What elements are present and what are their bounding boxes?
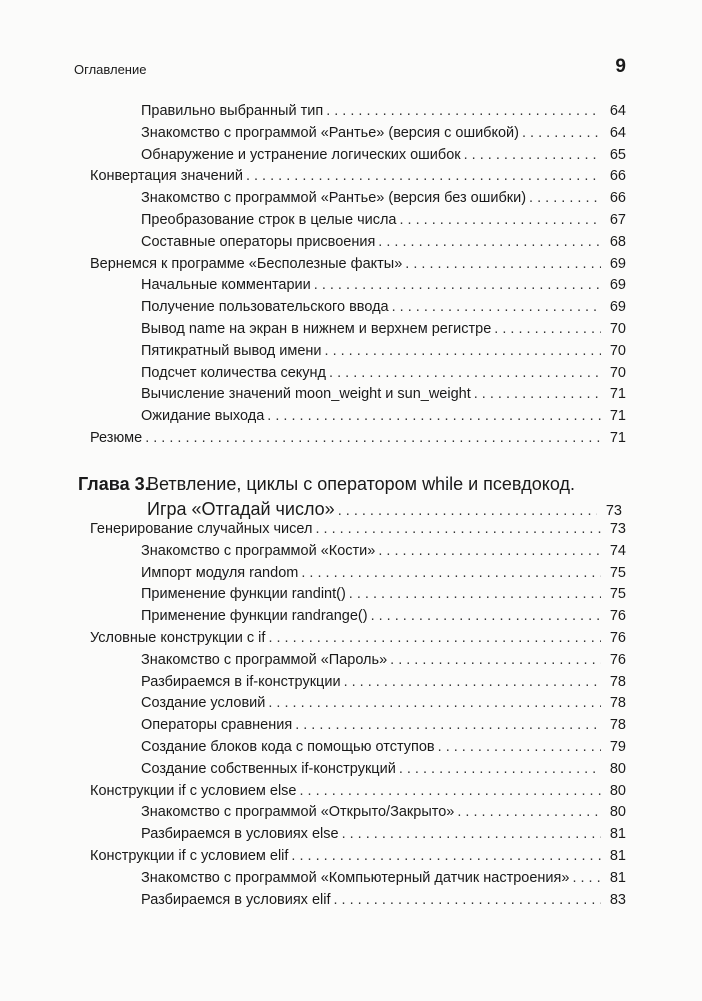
toc-entry: [141, 384, 626, 404]
toc-entry-page: 81: [609, 848, 626, 864]
chapter-title-line2: Игра «Отгадай число»: [147, 499, 335, 519]
dot-leader: [268, 693, 601, 713]
dot-leader: [378, 232, 601, 252]
toc-entry: [141, 824, 626, 844]
toc-entry-title: Конвертация значений: [90, 168, 243, 185]
toc-entry: [141, 363, 626, 383]
toc-entry-title: Вернемся к программе «Бесполезные факты»: [90, 255, 403, 272]
page-number: 9: [615, 56, 626, 77]
toc-entry-page: 78: [609, 717, 626, 734]
dot-leader: [438, 737, 601, 757]
toc-entry-title: Знакомство с программой «Пароль»: [141, 651, 388, 668]
toc-entry: [90, 254, 626, 274]
dot-leader: [474, 384, 601, 404]
toc-entry-page: 70: [609, 364, 626, 381]
dot-leader: [390, 650, 601, 670]
toc-entry-page: 66: [609, 190, 626, 207]
toc-entry-title: Конструкции if с условием else: [90, 782, 297, 799]
toc-entry-title: Знакомство с программой «Рантье» (версия без ошибки): [141, 190, 527, 207]
toc-entry-page: 71: [609, 408, 626, 425]
toc-entry-page: 66: [609, 168, 626, 185]
toc-entry-title: Создание собственных if-конструкций: [141, 760, 396, 777]
toc-entry-page: 75: [609, 586, 626, 603]
toc-entry-page: 75: [609, 564, 626, 581]
toc-entry-page: 83: [609, 891, 626, 908]
toc-entry-page: 69: [609, 299, 626, 316]
toc-entry-page: 71: [609, 430, 626, 446]
page-header: [0, 0, 702, 90]
toc-entry-title: Ожидание выхода: [141, 408, 265, 425]
dot-leader: [399, 759, 601, 779]
toc-entry-page: 80: [609, 782, 626, 799]
toc-entry: [90, 166, 626, 186]
dot-leader: [268, 628, 601, 648]
toc-entry-title: Конструкции if с условием elif: [90, 848, 289, 864]
toc-entry-title: Знакомство с программой «Рантье» (версия с ошибкой): [141, 124, 519, 141]
dot-leader: [464, 145, 601, 165]
dot-leader: [338, 503, 597, 519]
toc-entry-title: Знакомство с программой «Кости»: [141, 542, 376, 559]
toc-entry-title: Преобразование строк в целые числа: [141, 212, 397, 228]
toc-entry: [141, 802, 626, 822]
chapter-page: 73: [605, 503, 622, 519]
toc-entry: [90, 628, 626, 648]
toc-entry-title: Составные операторы присвоения: [141, 233, 376, 250]
toc-entry: [141, 188, 626, 208]
toc-entry: [141, 584, 626, 604]
toc-entry: [141, 715, 626, 735]
toc-entry: [141, 297, 626, 317]
toc-entry-title: Создание условий: [141, 695, 266, 712]
dot-leader: [314, 275, 601, 295]
dot-leader: [325, 341, 601, 361]
dot-leader: [267, 406, 601, 426]
dot-leader: [371, 606, 601, 626]
toc-entry-page: 78: [609, 695, 626, 712]
toc-entry-page: 74: [609, 542, 626, 559]
toc-entry-page: 70: [609, 342, 626, 359]
toc-entry-title: Резюме: [90, 430, 143, 446]
toc-entry-title: Подсчет количества секунд: [141, 364, 327, 381]
toc-entry-title: Получение пользовательского ввода: [141, 299, 389, 316]
toc-entry-page: 69: [609, 255, 626, 272]
toc-entry: [90, 781, 626, 801]
toc-entry: [141, 650, 626, 670]
toc-entry: [141, 210, 626, 230]
chapter-title-row: [147, 499, 622, 523]
dot-leader: [400, 210, 602, 230]
toc-entry: [141, 693, 626, 713]
toc-entry: [141, 606, 626, 626]
chapter-title-line1: Ветвление, циклы с оператором while и псевдокод.: [147, 474, 575, 494]
dot-leader: [334, 890, 602, 910]
toc-entry: [141, 868, 626, 888]
toc-entry-title: Разбираемся в условиях else: [141, 826, 339, 843]
toc-entry-page: 78: [609, 673, 626, 690]
toc-entry-title: Знакомство с программой «Компьютерный датчик настроения»: [141, 869, 570, 886]
dot-leader: [349, 584, 601, 604]
toc-entry-title: Операторы сравнения: [141, 717, 293, 734]
toc-entry-page: 69: [609, 277, 626, 294]
toc-entry-page: 70: [609, 321, 626, 337]
toc-entry-title: Вычисление значений moon_weight и sun_weight: [141, 386, 471, 403]
toc-entry: [141, 672, 626, 692]
toc-entry: [141, 406, 626, 426]
dot-leader: [342, 824, 601, 844]
dot-leader: [529, 188, 601, 208]
dot-leader: [246, 166, 601, 186]
dot-leader: [405, 254, 601, 274]
toc-entry: [141, 123, 626, 143]
toc-entry: [90, 846, 626, 866]
toc-entry-page: 76: [609, 630, 626, 646]
toc-entry: [90, 428, 626, 448]
toc-entry-title: Применение функции randrange(): [141, 608, 368, 625]
toc-entry-page: 64: [609, 103, 626, 119]
toc-entry-page: 76: [609, 608, 626, 625]
running-header-title: Оглавление: [74, 62, 147, 77]
toc-entry-page: 81: [609, 869, 626, 886]
dot-leader: [326, 101, 601, 121]
toc-entry-page: 67: [609, 212, 626, 228]
dot-leader: [457, 802, 601, 822]
toc-entry-title: Начальные комментарии: [141, 277, 311, 294]
dot-leader: [329, 363, 601, 383]
toc-entry: [141, 541, 626, 561]
toc-entry: [141, 275, 626, 295]
toc-entry-title: Обнаружение и устранение логических ошибок: [141, 146, 461, 163]
toc-entry-title: Знакомство с программой «Открыто/Закрыто»: [141, 804, 455, 821]
toc-entry-page: 80: [609, 804, 626, 821]
dot-leader: [572, 868, 601, 888]
toc-entry-title: Правильно выбранный тип: [141, 103, 324, 119]
toc-entry-title: Генерирование случайных чисел: [90, 521, 313, 537]
toc-entry-title: Разбираемся в условиях elif: [141, 891, 331, 908]
toc-entry-title: Создание блоков кода с помощью отступов: [141, 739, 435, 755]
toc-entry-title: Условные конструкции с if: [90, 630, 266, 646]
toc-entry-page: 71: [609, 386, 626, 403]
dot-leader: [344, 672, 601, 692]
toc-entry-page: 80: [609, 760, 626, 777]
toc-entry-title: Разбираемся в if-конструкции: [141, 673, 341, 690]
toc-entry-page: 81: [609, 826, 626, 843]
toc-entry: [141, 759, 626, 779]
toc-entry-title: Вывод name на экран в нижнем и верхнем регистре: [141, 321, 492, 337]
toc-entry: [141, 101, 626, 121]
toc-entry: [141, 319, 626, 339]
dot-leader: [522, 123, 601, 143]
toc-entry-page: 65: [609, 146, 626, 163]
dot-leader: [494, 319, 601, 339]
dot-leader: [299, 781, 601, 801]
dot-leader: [295, 715, 601, 735]
chapter-label: Глава 3.: [78, 474, 150, 494]
dot-leader: [301, 563, 601, 583]
toc-entry: [141, 890, 626, 910]
toc-entry-page: 76: [609, 651, 626, 668]
toc-entry-page: 73: [609, 521, 626, 537]
toc-entry-page: 79: [609, 739, 626, 755]
toc-entry-title: Пятикратный вывод имени: [141, 342, 322, 359]
toc-entry: [141, 737, 626, 757]
dot-leader: [392, 297, 601, 317]
toc-entry-title: Применение функции randint(): [141, 586, 346, 603]
toc-entry-page: 64: [609, 124, 626, 141]
toc-entry-title: Импорт модуля random: [141, 564, 299, 581]
toc-entry-page: 68: [609, 233, 626, 250]
dot-leader: [145, 428, 601, 448]
dot-leader: [378, 541, 601, 561]
toc-entry: [141, 145, 626, 165]
toc-entry: [141, 341, 626, 361]
dot-leader: [291, 846, 601, 866]
toc-entry: [141, 232, 626, 252]
toc-entry: [141, 563, 626, 583]
